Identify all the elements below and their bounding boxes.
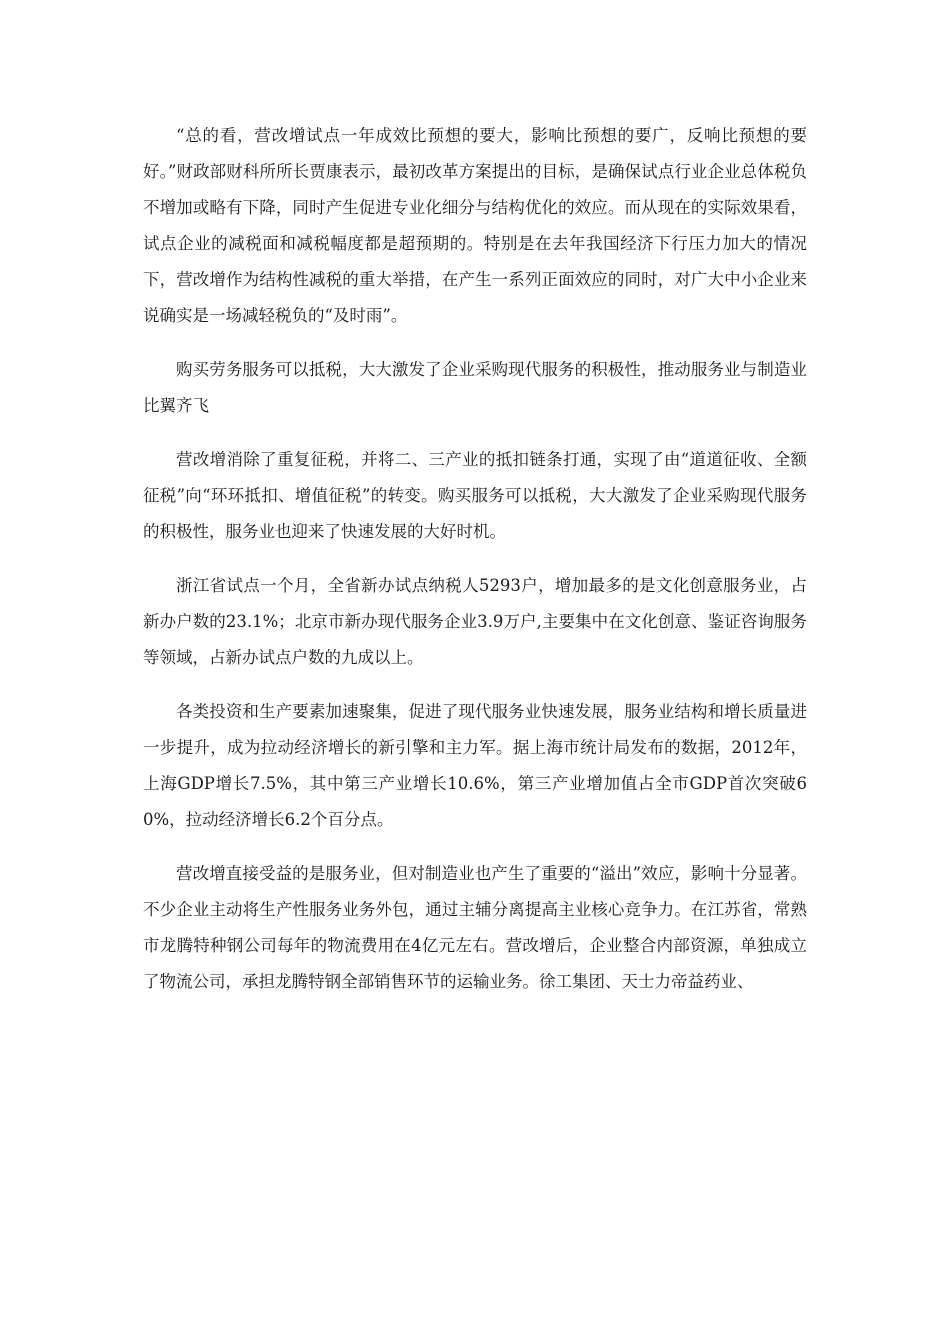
paragraph-3: 营改增消除了重复征税，并将二、三产业的抵扣链条打通，实现了由“道道征收、全额征税”向“环环抵扣、增值征税”的转变。购买服务可以抵税，大大激发了企业采购现代服务的积极性，服务业也迎来了快速发展的大好时机。 bbox=[143, 450, 807, 541]
paragraph-1: “总的看，营改增试点一年成效比预想的要大，影响比预想的要广，反响比预想的要好。”财政部财科所所长贾康表示，最初改革方案提出的目标，是确保试点行业企业总体税负不增加或略有下降，同时产生促进专业化细分与结构优化的效应。而从现在的实际效果看，试点企业的减税面和减税幅度都是超预期的。特别是在去年我国经济下行压力加大的情况下，营改增作为结构性减税的重大举措，在产生一系列正面效应的同时，对广大中小企业来说确实是一场减轻税负的“及时雨”。 bbox=[143, 126, 807, 325]
document-body bbox=[143, 118, 807, 1000]
paragraph-4: 浙江省试点一个月，全省新办试点纳税人5293户，增加最多的是文化创意服务业，占新办户数的23.1%；北京市新办现代服务企业3.9万户,主要集中在文化创意、鉴证咨询服务等领域，占新办试点户数的九成以上。 bbox=[143, 576, 807, 667]
paragraph-2: 购买劳务服务可以抵税，大大激发了企业采购现代服务的积极性，推动服务业与制造业比翼齐飞 bbox=[143, 360, 807, 415]
paragraph-5: 各类投资和生产要素加速聚集，促进了现代服务业快速发展，服务业结构和增长质量进一步提升，成为拉动经济增长的新引擎和主力军。据上海市统计局发布的数据，2012年，上海GDP增长7.5%，其中第三产业增长10.6%，第三产业增加值占全市GDP首次突破60%，拉动经济增长6.2个百分点。 bbox=[143, 702, 807, 829]
paragraph-6: 营改增直接受益的是服务业，但对制造业也产生了重要的“溢出”效应，影响十分显著。不少企业主动将生产性服务业务外包，通过主辅分离提高主业核心竞争力。在江苏省，常熟市龙腾特种钢公司每年的物流费用在4亿元左右。营改增后，企业整合内部资源，单独成立了物流公司，承担龙腾特钢全部销售环节的运输业务。徐工集团、天士力帝益药业、 bbox=[143, 864, 807, 991]
